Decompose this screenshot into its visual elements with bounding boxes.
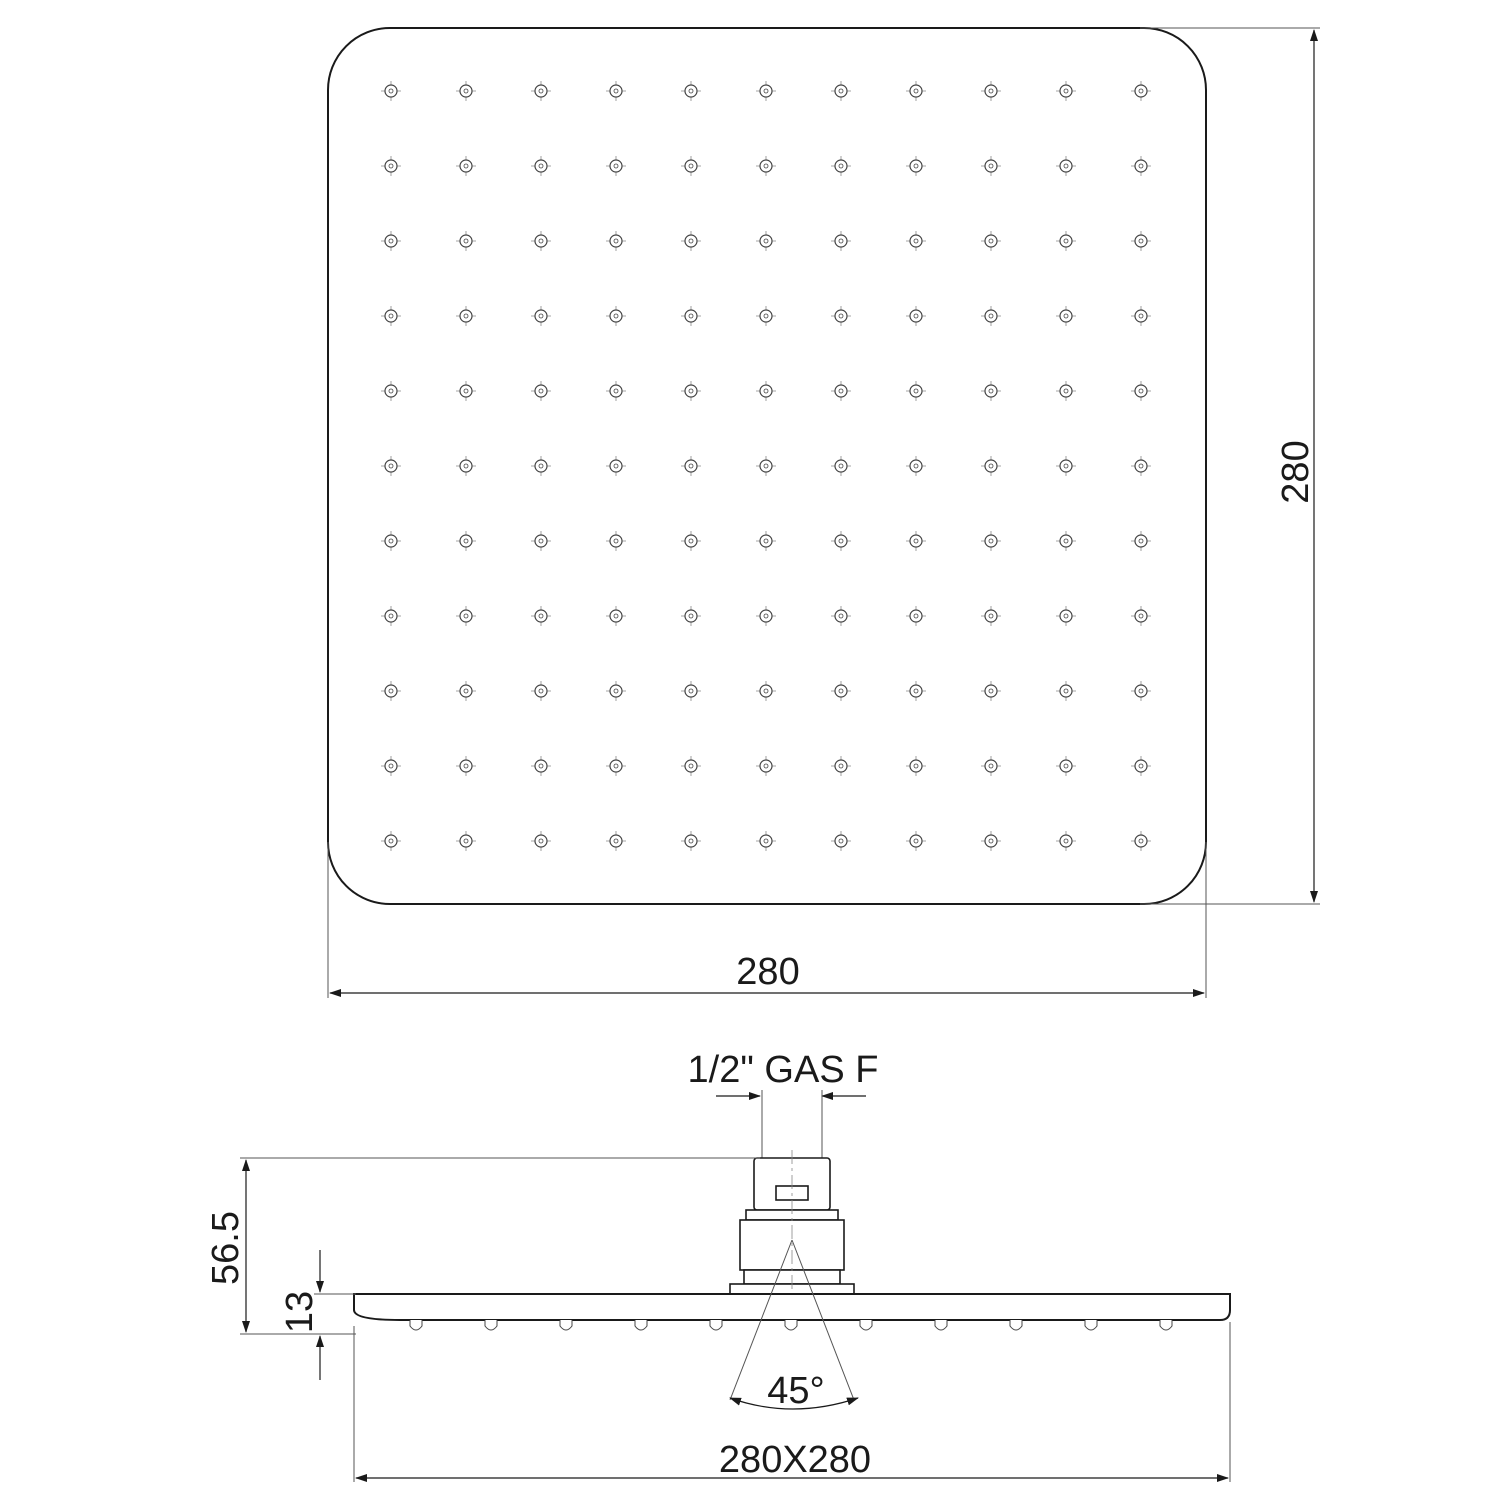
nozzle xyxy=(1056,306,1076,326)
nozzle xyxy=(456,756,476,776)
nozzle xyxy=(531,306,551,326)
spray-angle-label: 45° xyxy=(767,1370,825,1412)
nozzle xyxy=(456,156,476,176)
nozzle xyxy=(531,156,551,176)
nozzle xyxy=(1056,681,1076,701)
nozzle xyxy=(681,81,701,101)
top-view xyxy=(328,28,1320,998)
nozzle xyxy=(1131,231,1151,251)
side-nozzle xyxy=(485,1320,497,1330)
nozzle xyxy=(681,231,701,251)
nozzle xyxy=(456,531,476,551)
side-nozzle xyxy=(785,1320,797,1330)
nozzle xyxy=(906,381,926,401)
nozzle xyxy=(381,381,401,401)
nozzle xyxy=(456,231,476,251)
nozzle xyxy=(1131,756,1151,776)
nozzle xyxy=(756,81,776,101)
nozzle xyxy=(456,306,476,326)
nozzle xyxy=(1056,606,1076,626)
nozzle xyxy=(906,681,926,701)
nozzle xyxy=(831,531,851,551)
nozzle xyxy=(531,756,551,776)
nozzle xyxy=(906,831,926,851)
plate-thickness-label: 13 xyxy=(279,1290,321,1334)
nozzle xyxy=(906,156,926,176)
nozzle xyxy=(381,606,401,626)
nozzle xyxy=(756,456,776,476)
side-view xyxy=(205,1049,1230,1482)
nozzle xyxy=(606,81,626,101)
nozzle xyxy=(756,756,776,776)
nozzle xyxy=(531,81,551,101)
nozzle xyxy=(756,681,776,701)
nozzle xyxy=(906,606,926,626)
side-nozzle xyxy=(860,1320,872,1330)
nozzle xyxy=(756,531,776,551)
nozzle xyxy=(381,456,401,476)
nozzle xyxy=(606,606,626,626)
nozzle xyxy=(906,456,926,476)
nozzle xyxy=(831,156,851,176)
nozzle xyxy=(981,756,1001,776)
nozzle xyxy=(606,381,626,401)
nozzle xyxy=(1056,81,1076,101)
nozzle xyxy=(681,156,701,176)
side-nozzle xyxy=(560,1320,572,1330)
nozzle xyxy=(606,681,626,701)
nozzle xyxy=(1056,156,1076,176)
nozzle xyxy=(1131,831,1151,851)
nozzle xyxy=(531,681,551,701)
nozzle xyxy=(831,456,851,476)
nozzle xyxy=(831,306,851,326)
nozzle xyxy=(681,831,701,851)
nozzle xyxy=(981,831,1001,851)
nozzle xyxy=(1056,231,1076,251)
nozzle xyxy=(531,606,551,626)
nozzle xyxy=(531,531,551,551)
nozzle xyxy=(756,306,776,326)
nozzle xyxy=(606,756,626,776)
nozzle xyxy=(1131,306,1151,326)
nozzle xyxy=(531,231,551,251)
nozzle xyxy=(381,81,401,101)
nozzle xyxy=(456,381,476,401)
nozzle xyxy=(381,831,401,851)
nozzle xyxy=(831,81,851,101)
side-nozzle-row xyxy=(410,1320,1172,1330)
nozzle xyxy=(456,81,476,101)
nozzle xyxy=(681,681,701,701)
side-nozzle xyxy=(1010,1320,1022,1330)
side-nozzle xyxy=(935,1320,947,1330)
height-dimension-label: 280 xyxy=(1275,440,1317,504)
nozzle xyxy=(1056,531,1076,551)
nozzle xyxy=(906,531,926,551)
nozzle xyxy=(1056,756,1076,776)
nozzle xyxy=(831,231,851,251)
nozzle xyxy=(381,231,401,251)
nozzle xyxy=(1131,81,1151,101)
nozzle xyxy=(1131,456,1151,476)
arm-fitting xyxy=(730,1150,854,1294)
nozzle xyxy=(381,306,401,326)
nozzle xyxy=(906,306,926,326)
nozzle xyxy=(531,381,551,401)
nozzle xyxy=(456,606,476,626)
nozzle xyxy=(456,681,476,701)
nozzle xyxy=(906,81,926,101)
nozzle xyxy=(456,456,476,476)
nozzle xyxy=(681,381,701,401)
nozzle xyxy=(756,831,776,851)
nozzle xyxy=(381,531,401,551)
nozzle xyxy=(831,831,851,851)
nozzle xyxy=(906,231,926,251)
nozzle xyxy=(606,306,626,326)
nozzle xyxy=(606,156,626,176)
side-nozzle xyxy=(635,1320,647,1330)
nozzle xyxy=(981,606,1001,626)
nozzle xyxy=(756,606,776,626)
nozzle xyxy=(981,81,1001,101)
side-nozzle xyxy=(710,1320,722,1330)
nozzle xyxy=(831,606,851,626)
nozzle xyxy=(681,456,701,476)
nozzle xyxy=(381,156,401,176)
nozzle xyxy=(981,456,1001,476)
nozzle xyxy=(981,531,1001,551)
side-nozzle xyxy=(1160,1320,1172,1330)
side-nozzle xyxy=(410,1320,422,1330)
nozzle xyxy=(1056,831,1076,851)
nozzle xyxy=(906,756,926,776)
nozzle xyxy=(531,456,551,476)
connection-label: 1/2" GAS F xyxy=(687,1049,879,1091)
nozzle xyxy=(531,831,551,851)
nozzle xyxy=(831,381,851,401)
nozzle-grid xyxy=(381,81,1151,851)
width-dimension-label: 280 xyxy=(736,951,800,993)
nozzle xyxy=(681,531,701,551)
nozzle xyxy=(1056,381,1076,401)
nozzle xyxy=(681,756,701,776)
nozzle xyxy=(981,381,1001,401)
nozzle xyxy=(981,156,1001,176)
nozzle xyxy=(1131,606,1151,626)
nozzle xyxy=(1131,531,1151,551)
side-nozzle xyxy=(1085,1320,1097,1330)
nozzle xyxy=(756,381,776,401)
nozzle xyxy=(606,531,626,551)
nozzle xyxy=(381,681,401,701)
nozzle xyxy=(1131,381,1151,401)
nozzle xyxy=(381,756,401,776)
nozzle xyxy=(606,231,626,251)
nozzle xyxy=(831,756,851,776)
nozzle xyxy=(681,306,701,326)
size-label: 280X280 xyxy=(718,1439,872,1481)
nozzle xyxy=(1131,681,1151,701)
nozzle xyxy=(981,231,1001,251)
nozzle xyxy=(606,456,626,476)
nozzle xyxy=(1056,456,1076,476)
nozzle xyxy=(1131,156,1151,176)
nozzle xyxy=(681,606,701,626)
nozzle xyxy=(456,831,476,851)
nozzle xyxy=(606,831,626,851)
nozzle xyxy=(981,306,1001,326)
nozzle xyxy=(756,156,776,176)
nozzle xyxy=(831,681,851,701)
nozzle xyxy=(756,231,776,251)
nozzle xyxy=(981,681,1001,701)
overall-height-label: 56.5 xyxy=(205,1211,247,1285)
